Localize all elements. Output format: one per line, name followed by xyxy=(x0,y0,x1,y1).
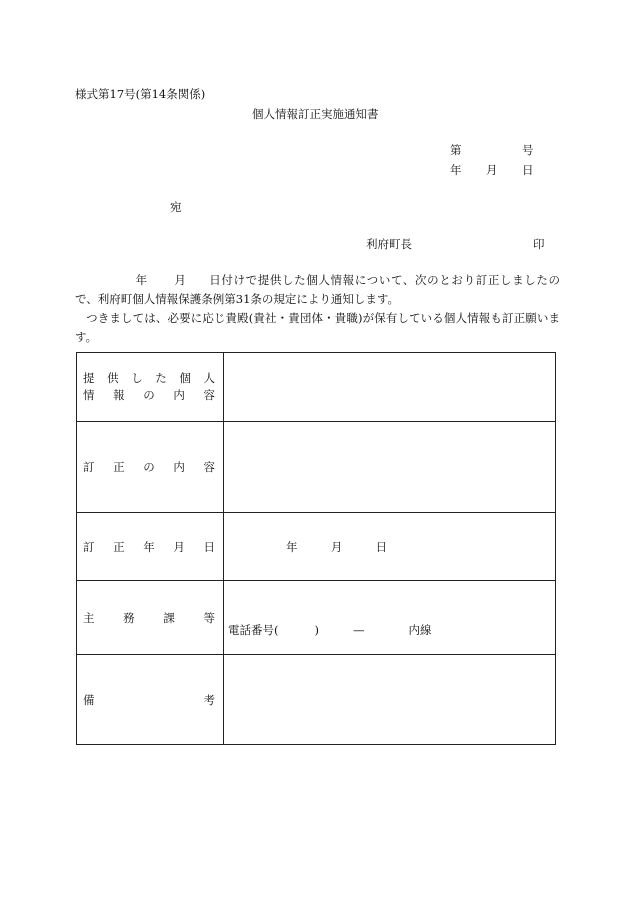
label-department-char: 等 xyxy=(203,610,215,625)
label-department xyxy=(77,581,224,655)
addressee-suffix: 宛 xyxy=(170,200,182,214)
doc-date-day: 日 xyxy=(522,163,534,177)
field-department[interactable] xyxy=(224,581,556,655)
sender-seal: 印 xyxy=(533,237,545,251)
phone-close-paren: ) xyxy=(314,623,319,637)
body-text-line1: 日付けで提供した個人情報について、次のとおり訂正しましたので、利府町個人情報保護条例第31条の規定により通知します。 xyxy=(75,273,561,306)
row-remarks xyxy=(77,655,556,745)
doc-number-suffix: 号 xyxy=(522,143,534,157)
label-correction-date-char: 正 xyxy=(113,539,125,554)
label-provided-info-line1-char: 個 xyxy=(179,371,191,385)
label-correction-date-char: 訂 xyxy=(83,539,95,554)
label-provided-info-line1-char: し xyxy=(131,371,143,385)
body-paragraph-2 xyxy=(75,309,560,347)
label-correction-date-char: 年 xyxy=(143,539,155,554)
field-correction-content[interactable] xyxy=(224,422,556,513)
label-correction-content-char: 正 xyxy=(113,460,125,474)
body-date-month: 月 xyxy=(173,273,187,287)
label-provided-info-line1-char: 提 xyxy=(83,371,95,385)
doc-date-month: 月 xyxy=(486,163,498,177)
doc-number-prefix: 第 xyxy=(450,143,462,157)
label-correction-content-char: の xyxy=(143,460,155,474)
label-correction-content-char: 訂 xyxy=(83,460,95,474)
body-paragraph-1 xyxy=(75,271,560,309)
sender-name: 利府町長 xyxy=(366,237,412,251)
label-provided-info-line2-char: 情 xyxy=(83,388,95,402)
field-provided-info[interactable] xyxy=(224,353,556,422)
label-correction-date xyxy=(77,513,224,581)
correction-date-year: 年 xyxy=(286,539,298,554)
row-correction-content xyxy=(77,422,556,513)
label-provided-info-line1-char: 人 xyxy=(203,371,215,385)
label-correction-content-char: 内 xyxy=(173,460,185,474)
label-department-char: 務 xyxy=(123,610,135,625)
correction-date-day: 日 xyxy=(375,539,388,554)
field-correction-date[interactable] xyxy=(224,513,556,581)
label-remarks-char: 考 xyxy=(203,692,215,707)
label-provided-info-line2-char: の xyxy=(143,388,155,402)
phone-dash: — xyxy=(353,623,365,637)
label-correction-content-char: 容 xyxy=(203,460,215,474)
row-provided-info xyxy=(77,353,556,422)
row-department xyxy=(77,581,556,655)
correction-date-month: 月 xyxy=(330,539,343,554)
document-title: 個人情報訂正実施通知書 xyxy=(252,107,379,121)
label-correction-date-char: 日 xyxy=(203,539,215,554)
phone-label: 電話番号( xyxy=(228,623,279,637)
label-provided-info-line2-char: 報 xyxy=(113,388,125,402)
correction-form-table xyxy=(76,352,556,745)
field-remarks[interactable] xyxy=(224,655,556,745)
row-correction-date xyxy=(77,513,556,581)
label-correction-date-char: 月 xyxy=(173,539,185,554)
label-provided-info-line2-char: 容 xyxy=(203,388,215,402)
label-provided-info-line1-char: た xyxy=(155,371,167,385)
label-remarks-char: 備 xyxy=(83,692,95,707)
body-text-line2: つきましては、必要に応じ貴殿(貴社・貴団体・貴職)が保有している個人情報も訂正願います。 xyxy=(75,311,560,344)
phone-extension: 内線 xyxy=(408,623,432,637)
body-date-year: 年 xyxy=(135,273,148,287)
doc-date-year: 年 xyxy=(450,163,462,177)
label-department-char: 主 xyxy=(83,610,95,625)
label-correction-content xyxy=(77,422,224,513)
form-number: 様式第17号(第14条関係) xyxy=(75,87,206,101)
label-provided-info xyxy=(77,353,224,422)
label-provided-info-line2-char: 内 xyxy=(173,388,185,402)
label-remarks xyxy=(77,655,224,745)
label-department-char: 課 xyxy=(163,610,175,625)
label-provided-info-line1-char: 供 xyxy=(107,371,119,385)
